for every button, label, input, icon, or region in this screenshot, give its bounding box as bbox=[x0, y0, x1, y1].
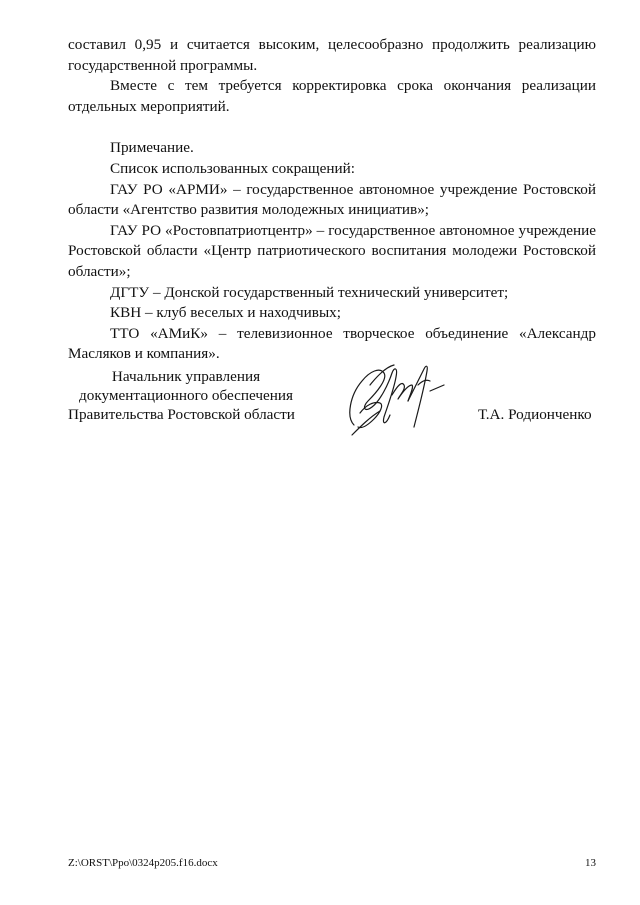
abbreviation-item-kvn: КВН – клуб веселых и находчивых; bbox=[110, 304, 341, 322]
abbreviation-item-amik: ТТО «АМиК» – телевизионное творческое объединение «Александр Масляков и компания». bbox=[68, 324, 596, 363]
signatory-name: Т.А. Родионченко bbox=[478, 406, 592, 423]
signatory-position bbox=[66, 367, 306, 424]
footer-file-path: Z:\ORST\Ppo\0324p205.f16.docx bbox=[68, 857, 218, 869]
abbreviation-item-armi: ГАУ РО «АРМИ» – государственное автономное учреждение Ростовской области «Агентство развития молодежных инициатив»; bbox=[68, 180, 596, 219]
handwritten-signature bbox=[340, 355, 450, 445]
page-number: 13 bbox=[585, 857, 596, 869]
document-body bbox=[68, 35, 596, 365]
abbreviation-item-rostovpatriotcentr: ГАУ РО «Ростовпатриотцентр» – государственное автономное учреждение Ростовской области «Центр патриотического воспитания молодежи Ростовской области»; bbox=[68, 221, 596, 280]
position-line: Правительства Ростовской области bbox=[68, 406, 295, 423]
paragraph-continuation: составил 0,95 и считается высоким, целесообразно продолжить реализацию государственной программы. bbox=[68, 36, 596, 74]
note-heading: Примечание. bbox=[110, 139, 194, 157]
abbreviations-title: Список использованных сокращений: bbox=[110, 159, 355, 177]
position-line: Начальник управления bbox=[111, 368, 261, 385]
abbreviation-item-dgtu: ДГТУ – Донской государственный технический университет; bbox=[110, 283, 509, 301]
paragraph-correction: Вместе с тем требуется корректировка срока окончания реализации отдельных мероприятий. bbox=[68, 77, 596, 115]
position-line: документационного обеспечения bbox=[79, 387, 293, 404]
